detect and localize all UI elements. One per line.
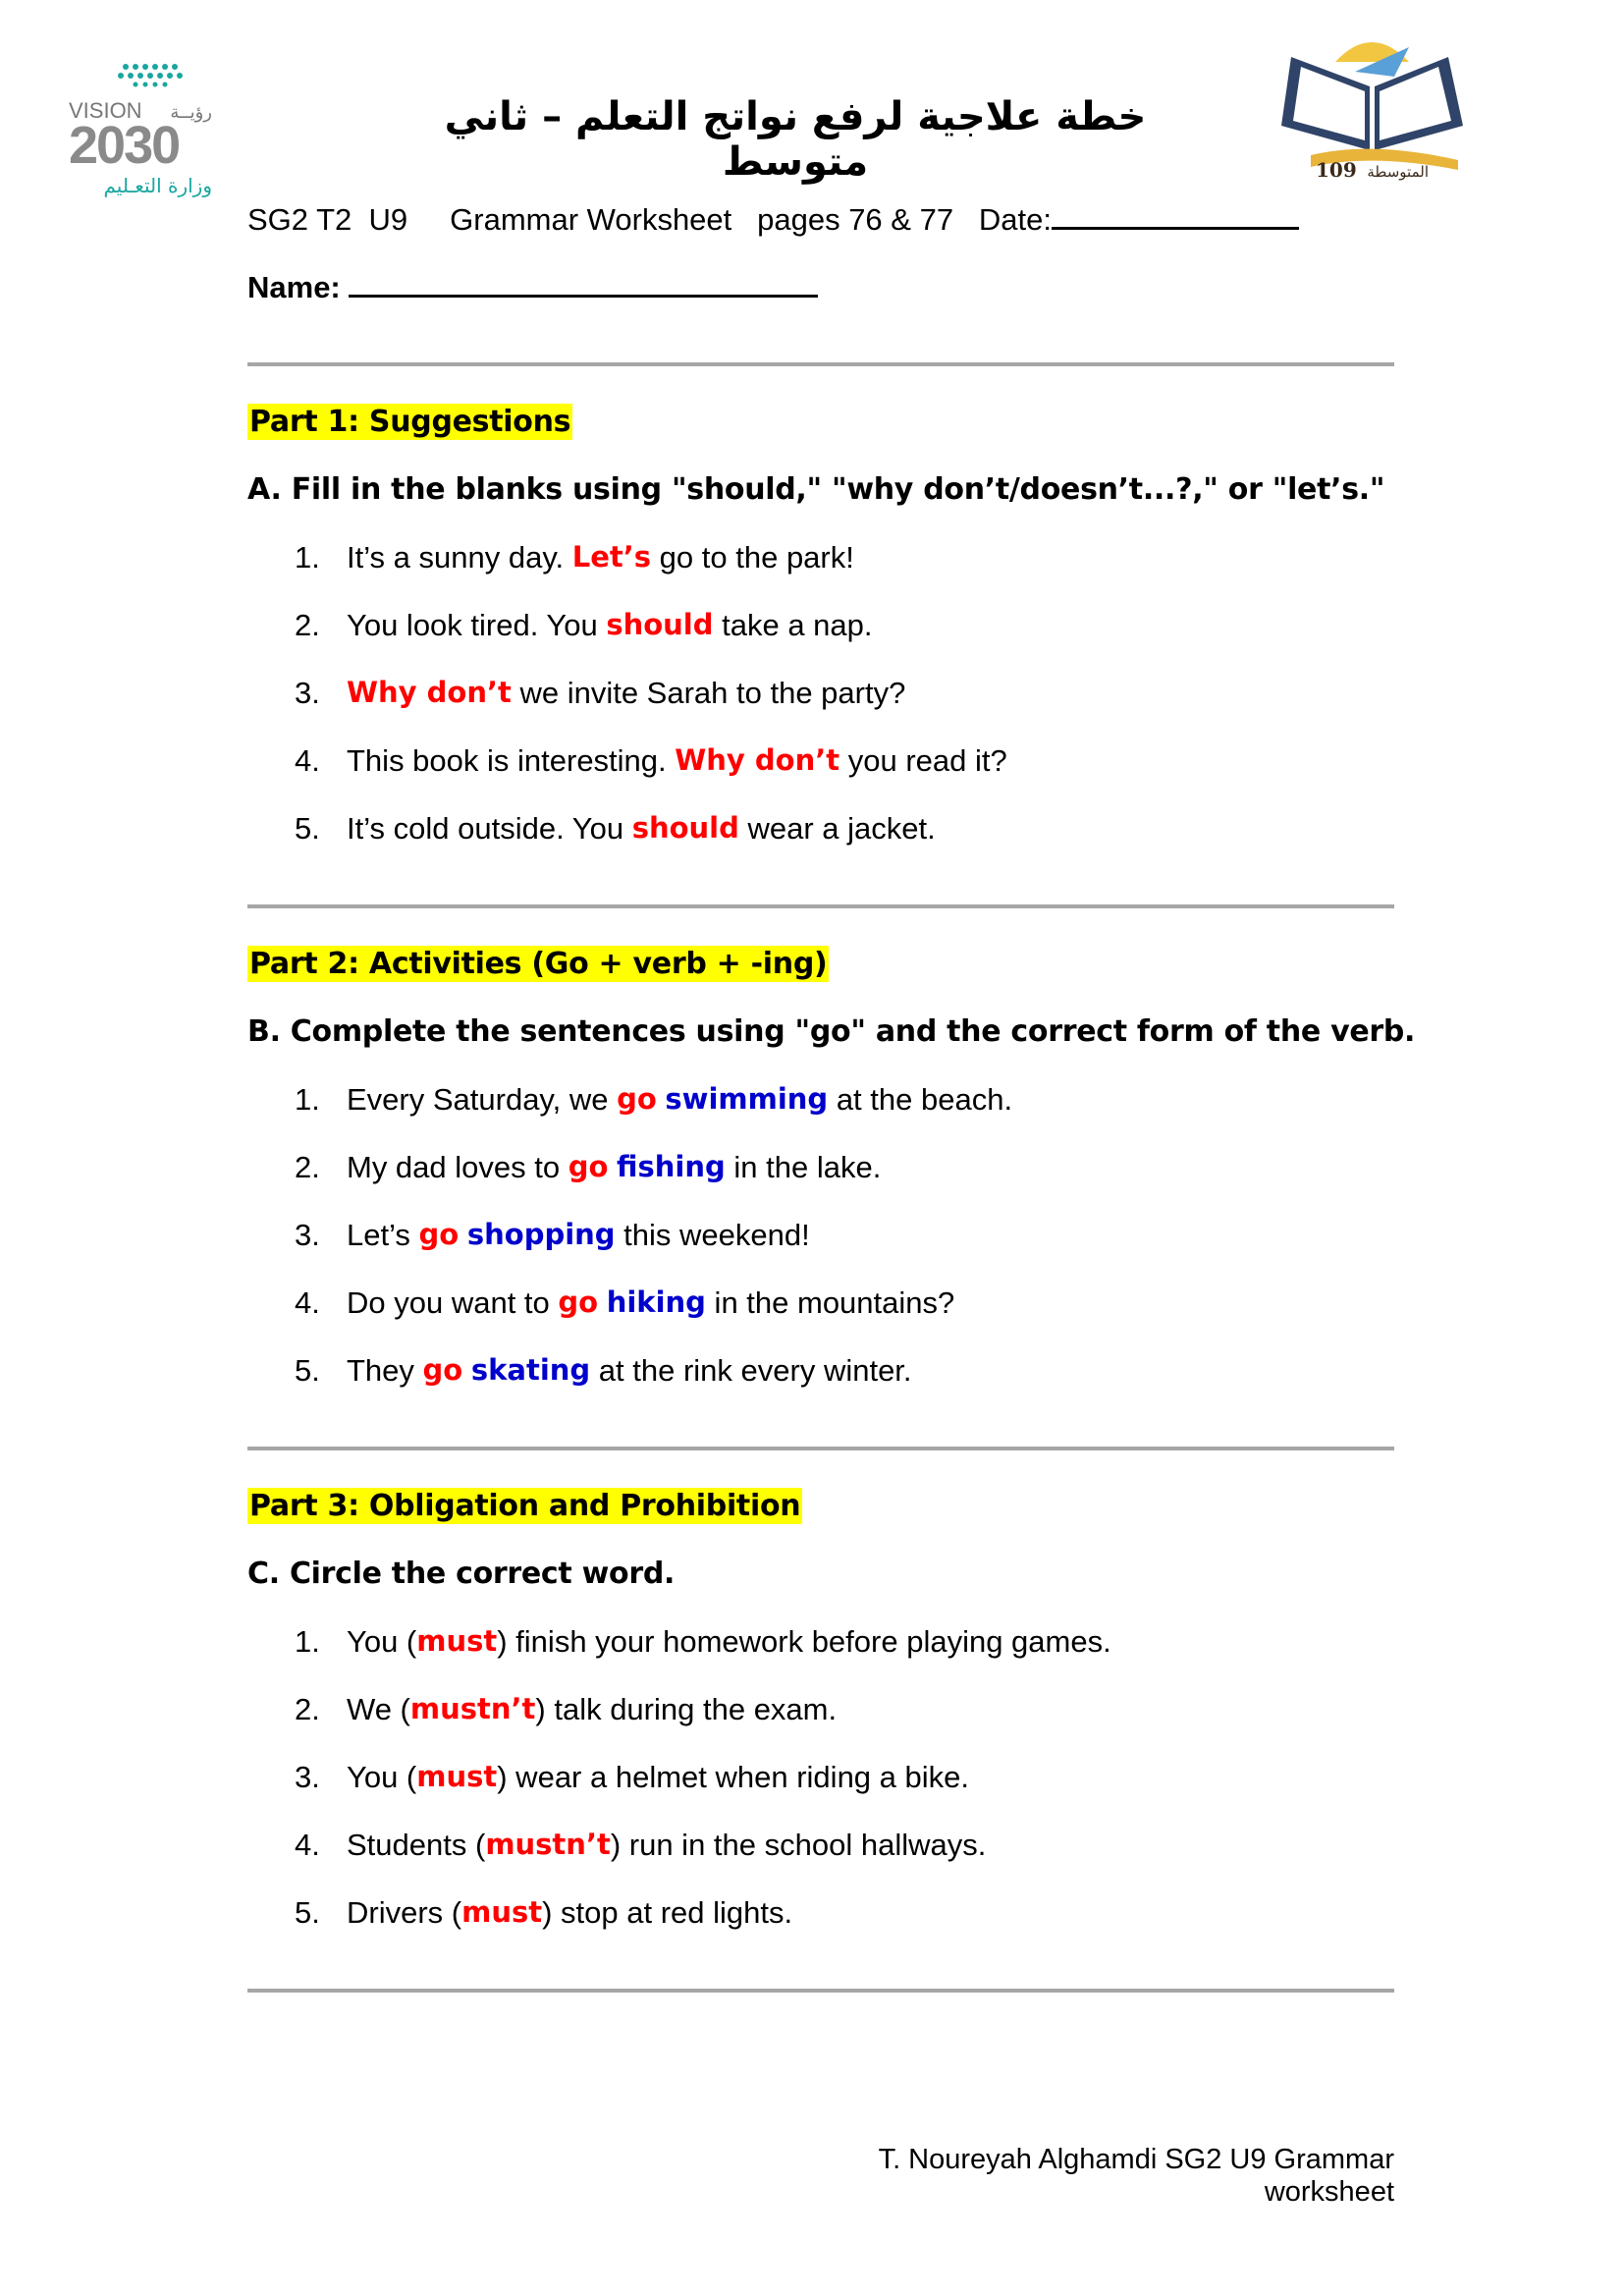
list-item	[295, 1828, 1375, 1895]
part-3-heading: Part 3: Obligation and Prohibition	[249, 1489, 801, 1523]
list-item	[295, 1895, 1375, 1963]
answer: Let’s	[571, 540, 652, 574]
svg-text:VISION: VISION	[69, 98, 142, 123]
go-word: go	[558, 1285, 599, 1319]
item-text-after: wear a jacket.	[738, 811, 936, 846]
item-number: 5.	[295, 1895, 320, 1930]
item-number: 4.	[295, 743, 320, 778]
go-word: go	[418, 1218, 460, 1251]
svg-text:المتوسطة: المتوسطة	[1367, 163, 1429, 181]
divider	[247, 362, 1394, 366]
school-logo	[1262, 27, 1483, 185]
item-number: 1.	[295, 1082, 320, 1117]
answer: must	[416, 1760, 498, 1793]
svg-text:وزارة التعـليم: وزارة التعـليم	[103, 174, 212, 197]
item-text-after: ) talk during the exam.	[535, 1692, 838, 1726]
list-item	[295, 1285, 1375, 1353]
item-number: 1.	[295, 540, 320, 574]
vision-2030-logo	[67, 61, 214, 208]
part-1-heading: Part 1: Suggestions	[249, 405, 571, 439]
item-text-after: in the mountains?	[705, 1285, 955, 1320]
name-row	[247, 270, 818, 305]
item-number: 3.	[295, 676, 320, 710]
list-item	[295, 608, 1375, 676]
worksheet-info-line	[247, 202, 1299, 238]
item-text-before: Every Saturday, we	[347, 1082, 618, 1117]
item-number: 2.	[295, 1692, 320, 1726]
item-text-after: go to the park!	[651, 540, 854, 574]
divider	[247, 1447, 1394, 1450]
part-2-heading: Part 2: Activities (Go + verb + -ing)	[249, 947, 828, 981]
item-text-before: It’s a sunny day.	[347, 540, 572, 574]
answer: should	[631, 811, 739, 845]
item-text-before: You (	[347, 1760, 417, 1794]
item-text-after: at the rink every winter.	[590, 1353, 912, 1388]
list-item	[295, 1150, 1375, 1218]
answer: mustn’t	[409, 1692, 536, 1725]
item-text-after: at the beach.	[828, 1082, 1013, 1117]
go-word: go	[617, 1082, 657, 1116]
svg-text:2030: 2030	[69, 116, 180, 175]
divider	[247, 904, 1394, 908]
answer: Why don’t	[347, 676, 512, 709]
item-text-after: you read it?	[839, 743, 1007, 778]
go-word: go	[568, 1150, 609, 1183]
answer: Why don’t	[675, 743, 840, 777]
item-text-before: Do you want to	[347, 1285, 559, 1320]
list-item	[295, 743, 1375, 811]
divider	[247, 1989, 1394, 1993]
item-text-after: this weekend!	[615, 1218, 810, 1252]
item-text-after: take a nap.	[713, 608, 873, 642]
list-item	[295, 1082, 1375, 1150]
list-item	[295, 540, 1375, 608]
verb-ing: swimming	[665, 1082, 829, 1116]
item-text-after: ) run in the school hallways.	[610, 1828, 987, 1862]
list-item	[295, 1692, 1375, 1760]
answer: must	[416, 1624, 498, 1658]
part-1-list	[295, 540, 1375, 879]
part-2-list	[295, 1082, 1375, 1421]
answer: should	[606, 608, 714, 641]
part-1-instruction: A. Fill in the blanks using "should," "why don’t/doesn’t...?," or "let’s."	[247, 472, 1385, 507]
svg-text:109: 109	[1316, 158, 1357, 182]
item-text-after: ) stop at red lights.	[542, 1895, 793, 1930]
item-text-before: Students (	[347, 1828, 486, 1862]
item-text-before: Let’s	[347, 1218, 419, 1252]
item-number: 2.	[295, 608, 320, 642]
item-text-before: You look tired. You	[347, 608, 607, 642]
item-number: 4.	[295, 1285, 320, 1320]
svg-text:رؤيــة: رؤيــة	[170, 102, 212, 123]
item-number: 1.	[295, 1624, 320, 1659]
worksheet-info-text: SG2 T2 U9 Grammar Worksheet pages 76 & 77 Date:	[247, 202, 1052, 237]
name-label: Name:	[247, 270, 341, 304]
item-number: 5.	[295, 811, 320, 846]
item-number: 4.	[295, 1828, 320, 1862]
item-text-after: ) finish your homework before playing games.	[497, 1624, 1111, 1659]
go-word: go	[422, 1353, 463, 1387]
date-blank[interactable]	[1052, 227, 1299, 230]
verb-ing: skating	[470, 1353, 591, 1387]
item-text-before: They	[347, 1353, 423, 1388]
list-item	[295, 811, 1375, 879]
list-item	[295, 1353, 1375, 1421]
verb-ing: fishing	[617, 1150, 726, 1183]
verb-ing: shopping	[466, 1218, 616, 1251]
part-2-instruction: B. Complete the sentences using "go" and the correct form of the verb.	[247, 1014, 1416, 1049]
part-3-list	[295, 1624, 1375, 1963]
item-text-before: Drivers (	[347, 1895, 462, 1930]
footer: T. Noureyah Alghamdi SG2 U9 Grammar worksheet	[878, 2144, 1394, 2208]
item-number: 5.	[295, 1353, 320, 1388]
list-item	[295, 1624, 1375, 1692]
item-text-after: in the lake.	[725, 1150, 882, 1184]
item-text-after: ) wear a helmet when riding a bike.	[497, 1760, 969, 1794]
item-text-before: We (	[347, 1692, 410, 1726]
item-number: 2.	[295, 1150, 320, 1184]
item-text-before: My dad loves to	[347, 1150, 568, 1184]
item-number: 3.	[295, 1218, 320, 1252]
list-item	[295, 676, 1375, 743]
part-3-instruction: C. Circle the correct word.	[247, 1557, 676, 1591]
page-title: خطة علاجية لرفع نواتج التعلم – ثاني متوسط	[444, 94, 1147, 185]
item-number: 3.	[295, 1760, 320, 1794]
list-item	[295, 1760, 1375, 1828]
name-blank[interactable]	[349, 295, 818, 298]
item-text-after: we invite Sarah to the party?	[511, 676, 906, 710]
list-item	[295, 1218, 1375, 1285]
item-text-before: It’s cold outside. You	[347, 811, 632, 846]
item-text-before: You (	[347, 1624, 417, 1659]
answer: must	[461, 1895, 543, 1929]
item-text-before: This book is interesting.	[347, 743, 676, 778]
answer: mustn’t	[485, 1828, 611, 1861]
verb-ing: hiking	[606, 1285, 706, 1319]
